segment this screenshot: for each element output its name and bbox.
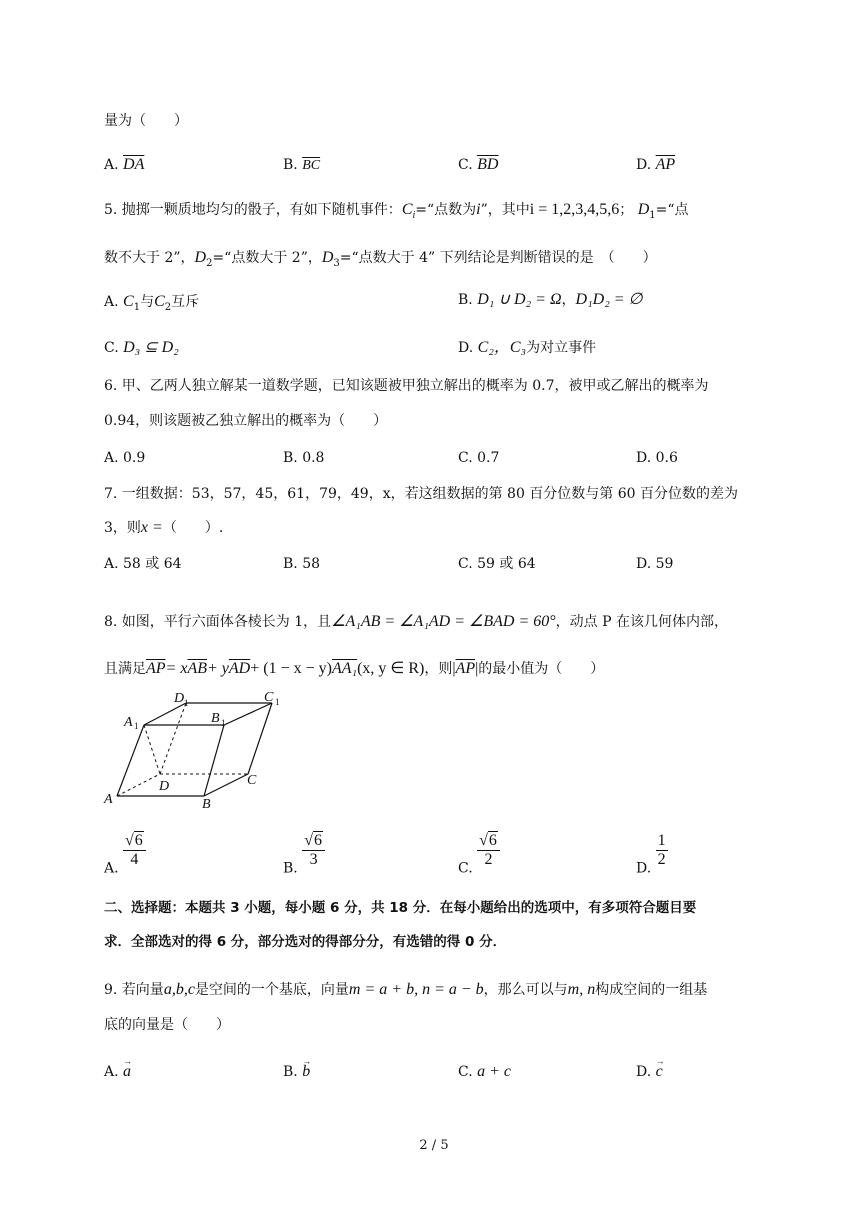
q5-option-b: B. D₁ ∪ D₂ = Ω，D₁D₂ = ∅ (458, 291, 643, 308)
q8-option-c: C. $\frac{√6}{2}$ (458, 832, 500, 879)
q9-option-c: C. a + c (458, 1063, 512, 1080)
section2-heading-line1: 二、选择题：本题共 3 小题，每小题 6 分，共 18 分．在每小题给出的选项中，有多项符合题目要 (104, 900, 697, 916)
q6-option-b: B. 0.8 (283, 450, 325, 466)
label-c1: C (264, 690, 274, 705)
edge-a-a1 (117, 725, 144, 796)
q8-option-d: D. $\frac{1}{2}$ (636, 832, 666, 877)
svg-text:1: 1 (184, 698, 189, 708)
q6-option-d: D. 0.6 (636, 450, 678, 466)
q6-line2: 0.94，则该题被乙独立解出的概率为（ ） (104, 413, 388, 429)
q9-option-a: A. → a (104, 1062, 131, 1082)
q4-option-c: C. $\overline{BD}$ (458, 156, 499, 173)
edge-b-c (204, 774, 248, 796)
q9-option-d: D. → c (636, 1062, 663, 1082)
q5-line2: 数不大于 2”，$D_2=“$点数大于 2”，$D_3=“$点数大于 4” 下列结论是判断错误的是 （ ） (104, 249, 657, 269)
q4-option-a: A. $\overline{DA}$ (104, 156, 145, 173)
svg-text:1: 1 (275, 697, 280, 707)
q4-option-b: B. $\overline{BC}$ (283, 157, 321, 173)
edge-a1-d1 (144, 703, 186, 725)
label-a: A (104, 792, 113, 807)
label-c: C (247, 773, 257, 788)
page-number: 2 / 5 (419, 1138, 449, 1153)
hidden-edge-a1-d (144, 725, 160, 774)
q6-option-c: C. 0.7 (458, 450, 500, 466)
q8-option-a: A. $\frac{√6}{4}$ (104, 832, 146, 879)
q5-option-a: A. $C_1$与$C_2$互斥 (104, 293, 200, 313)
edge-c-c1 (248, 703, 272, 774)
q6-line1: 6. 甲、乙两人独立解某一道数学题，已知该题被甲独立解出的概率为 0.7，被甲或乙解出的概率为 (104, 378, 709, 394)
q5-option-c: C. D₃ ⊆ D₂ (104, 339, 179, 356)
edge-b-b1 (204, 725, 224, 796)
q9-option-b: B. → b (283, 1062, 310, 1082)
edge-b1-c1 (224, 703, 272, 725)
q8-line1: 8. 如图，平行六面体各棱长为 1，且∠A₁AB = ∠A₁AD = ∠BAD = 60°，动点 P 在该几何体内部， (104, 613, 728, 630)
parallelepiped-figure (100, 688, 300, 813)
q8-line2: 且满足$\overline{AP}= x\overline{AB}+ y\overline{AD}+ (1 - x - y)AA_1(x$, y ∈ R)，则$|\overline{AP}|$的最小值为（ ） (104, 660, 605, 677)
label-d: D (159, 779, 170, 794)
label-b: B (202, 797, 211, 812)
label-b1: B (211, 711, 220, 726)
q4-option-d: D. $\overline{AP}$ (636, 156, 676, 173)
section2-heading-line2: 求．全部选对的得 6 分，部分选对的得部分分，有选错的得 0 分． (104, 934, 507, 950)
q7-option-c: C. 59 或 64 (458, 556, 536, 572)
q7-line2: 3，则x =（ ）. (104, 519, 224, 536)
q9-line2: 底的向量是（ ） (104, 1017, 230, 1033)
q6-option-a: A. 0.9 (104, 450, 146, 466)
svg-text:1: 1 (221, 718, 226, 728)
q7-option-a: A. 58 或 64 (104, 556, 182, 572)
q4-tail: 量为（ ） (104, 113, 188, 129)
q5-line1: 5. 抛掷一颗质地均匀的骰子，有如下随机事件：$C_i=“$点数为i”，其中i = 1,2,3,4,5,6； $D_1=“$点 (104, 201, 689, 221)
q9-line1: 9. 若向量a,b,c是空间的一个基底，向量m = a + b, n = a − b，那么可以与m, n构成空间的一组基 (104, 981, 708, 998)
hidden-edge-a-d (117, 774, 160, 796)
q5-option-d: D. C₂，C₃为对立事件 (458, 339, 597, 356)
q7-option-b: B. 58 (283, 556, 321, 572)
q8-option-b: B. $\frac{√6}{3}$ (283, 832, 325, 879)
q7-line1: 7. 一组数据：53，57，45，61，79，49，x，若这组数据的第 80 百分位数与第 60 百分位数的差为 (104, 486, 739, 502)
label-a1: A (124, 715, 133, 730)
q7-option-d: D. 59 (636, 556, 674, 572)
hidden-edge-d-d1 (160, 703, 186, 774)
label-d1: D (174, 691, 185, 706)
svg-text:1: 1 (134, 721, 139, 731)
